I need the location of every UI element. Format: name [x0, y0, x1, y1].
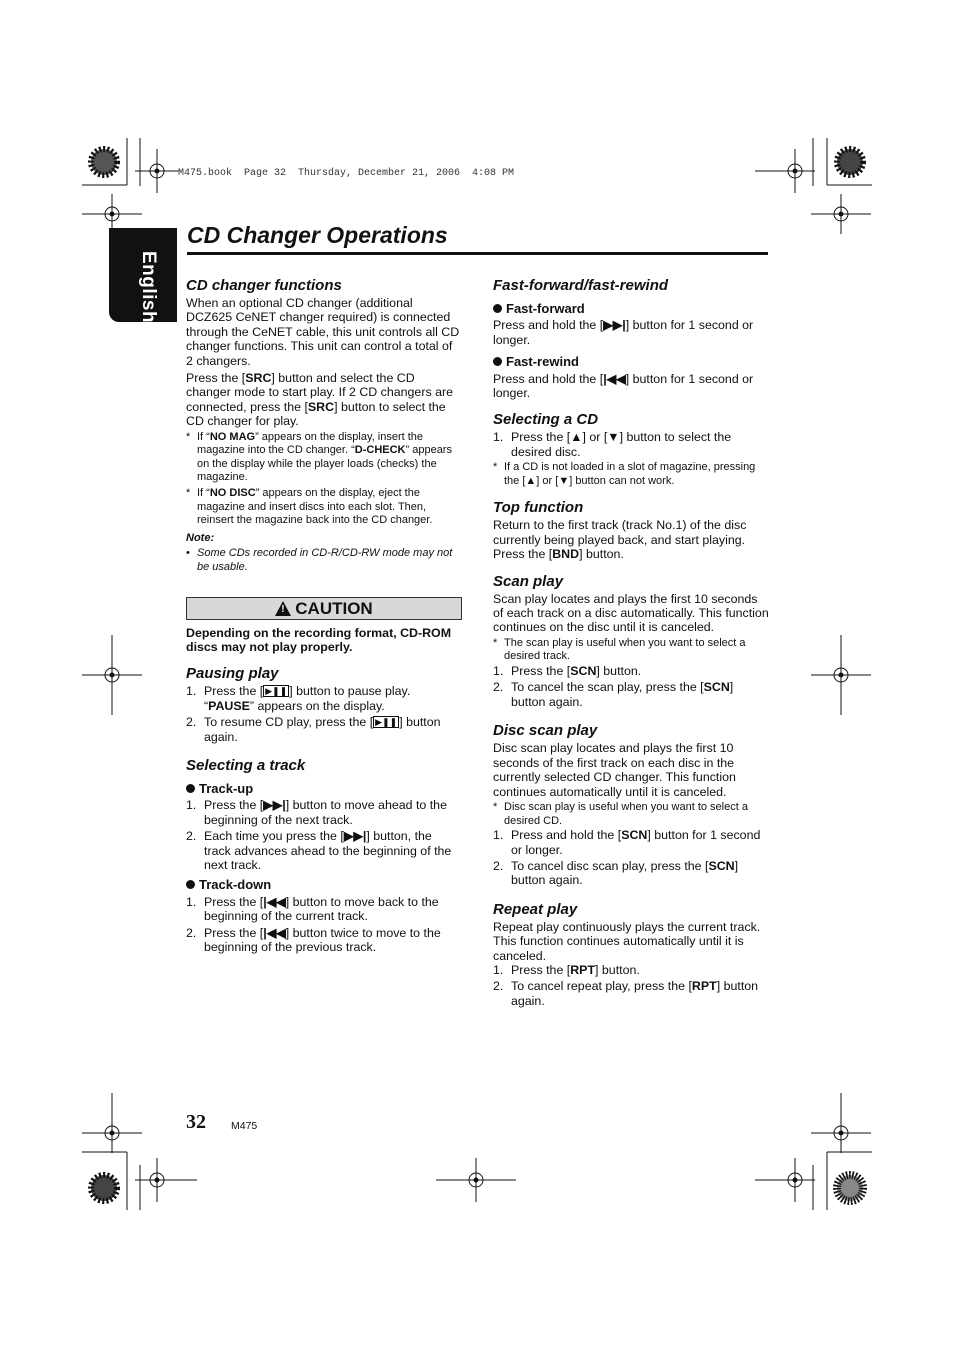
- paragraph: Repeat play continuously plays the current track. This function continues automatically until it is canceled.: [493, 919, 761, 963]
- next-track-icon: ▶▶|: [263, 798, 286, 813]
- section-heading: Top function: [493, 499, 584, 517]
- title-rule: [187, 252, 768, 255]
- section-heading: Pausing play: [186, 665, 279, 683]
- paragraph: Press the [SRC] button and select the CD changer mode to start play. If 2 CD changers are connected, press the [SRC] button to select the CD changer for play.: [186, 371, 453, 429]
- list-item: 2. To cancel disc scan play, press the [SCN] button again.: [493, 858, 739, 888]
- section-heading: CD changer functions: [186, 277, 342, 294]
- bullet-heading: Fast-rewind: [493, 355, 769, 369]
- list-item: 2. To cancel repeat play, press the [RPT] button again.: [493, 979, 759, 1008]
- down-arrow-icon: ▼: [607, 430, 620, 445]
- caution-banner: ! CAUTION: [186, 597, 462, 620]
- list-item: 2. Press the [|◀◀] button twice to move to the beginning of the previous track.: [186, 925, 441, 955]
- right-column: [493, 276, 769, 1010]
- paragraph: Return to the first track (track No.1) of the disc currently being played back, and start playing.: [493, 518, 747, 547]
- language-tab-label: English: [138, 250, 159, 324]
- next-track-icon: ▶▶|: [343, 829, 367, 844]
- section-heading: Repeat play: [493, 900, 578, 918]
- language-tab: [109, 228, 177, 322]
- list-item: 1. Press and hold the [SCN] button for 1 second or longer.: [493, 828, 761, 857]
- section-heading: Disc scan play: [493, 722, 598, 740]
- warning-triangle-icon: !: [275, 601, 291, 616]
- down-arrow-icon: ▼: [558, 474, 570, 487]
- caution-text: Depending on the recording format, CD-ROM discs may not play properly.: [186, 625, 452, 654]
- asterisk-note: * The scan play is useful when you want to select a desired track.: [493, 636, 746, 663]
- bullet-heading: Fast-forward: [493, 302, 769, 316]
- section-heading: Scan play: [493, 572, 564, 590]
- paragraph: Press the [BND] button.: [493, 547, 624, 562]
- play-pause-ent-icon: ▶❚❚: [375, 717, 398, 728]
- model-number: M475: [231, 1120, 258, 1132]
- bullet-heading: Track-down: [186, 878, 462, 892]
- list-item: 2. Each time you press the [▶▶|] button, the track advances ahead to the beginning of the next track.: [186, 829, 452, 873]
- list-item: 2. To cancel the scan play, press the [SCN] button again.: [493, 680, 734, 709]
- page-title: CD Changer Operations: [187, 222, 448, 248]
- section-heading: Fast-forward/fast-rewind: [493, 277, 669, 294]
- note-label: Note:: [186, 531, 215, 544]
- paragraph: Scan play locates and plays the first 10 seconds of each track on a disc automatically. This function continues on the disc until it is canceled.: [493, 591, 769, 635]
- section-heading: Selecting a CD: [493, 411, 599, 429]
- page-number: 32: [186, 1111, 206, 1133]
- asterisk-note: * If “NO DISC” appears on the display, eject the magazine and insert discs into each slot. Then, reinsert the magazine back into the CD changer.: [186, 487, 433, 527]
- play-pause-ent-icon: ▶❚❚: [265, 686, 288, 697]
- paragraph: Disc scan play locates and plays the first 10 seconds of the first track on each disc in the currently selected CD changer. This function continues automatically until it is canceled.: [493, 741, 736, 799]
- up-arrow-icon: ▲: [525, 474, 537, 487]
- next-track-icon: ▶▶|: [603, 318, 626, 333]
- list-item: 1. Press the [RPT] button.: [493, 962, 640, 977]
- prev-track-icon: |◀◀: [263, 925, 286, 940]
- bullet-heading: Track-up: [186, 782, 462, 796]
- asterisk-note: * If a CD is not loaded in a slot of magazine, pressing the [▲] or [▼] button can not work.: [493, 461, 756, 487]
- list-item: 2. To resume CD play, press the [ ▶❚❚ ] button again.: [186, 715, 441, 744]
- list-item: 1. Press the [▶▶|] button to move ahead to the beginning of the next track.: [186, 798, 447, 827]
- paragraph: When an optional CD changer (additional DCZ625 CeNET changer required) is connected through the CeNET cable, this unit controls all CD changer functions. This unit can control a total of 2 changers.: [186, 296, 460, 368]
- asterisk-note: * If “NO MAG” appears on the display, insert the magazine into the CD changer. “D-CHECK” appears on the display while the player loads (checks) the magazine.: [186, 430, 452, 484]
- print-stamp: M475.book Page 32 Thursday, December 21, 2006 4:08 PM: [178, 168, 515, 179]
- note-item: • Some CDs recorded in CD-R/CD-RW mode may not be usable.: [186, 547, 453, 573]
- section-heading: Selecting a track: [186, 757, 306, 775]
- up-arrow-icon: ▲: [570, 430, 583, 445]
- list-item: 1. Press the [ ▶❚❚ ] button to pause play. “PAUSE” appears on the display.: [186, 684, 411, 713]
- list-item: 1. Press the [SCN] button.: [493, 664, 642, 679]
- left-column: [186, 276, 462, 957]
- list-item: 1. Press the [▲] or [▼] button to select the desired disc.: [493, 430, 732, 459]
- paragraph: Press and hold the [|◀◀] button for 1 second or longer.: [493, 371, 754, 401]
- paragraph: Press and hold the [▶▶|] button for 1 second or longer.: [493, 318, 754, 347]
- asterisk-note: * Disc scan play is useful when you want to select a desired CD.: [493, 800, 748, 827]
- prev-track-icon: |◀◀: [603, 371, 626, 386]
- list-item: 1. Press the [|◀◀] button to move back to the beginning of the current track.: [186, 894, 439, 924]
- prev-track-icon: |◀◀: [263, 894, 286, 909]
